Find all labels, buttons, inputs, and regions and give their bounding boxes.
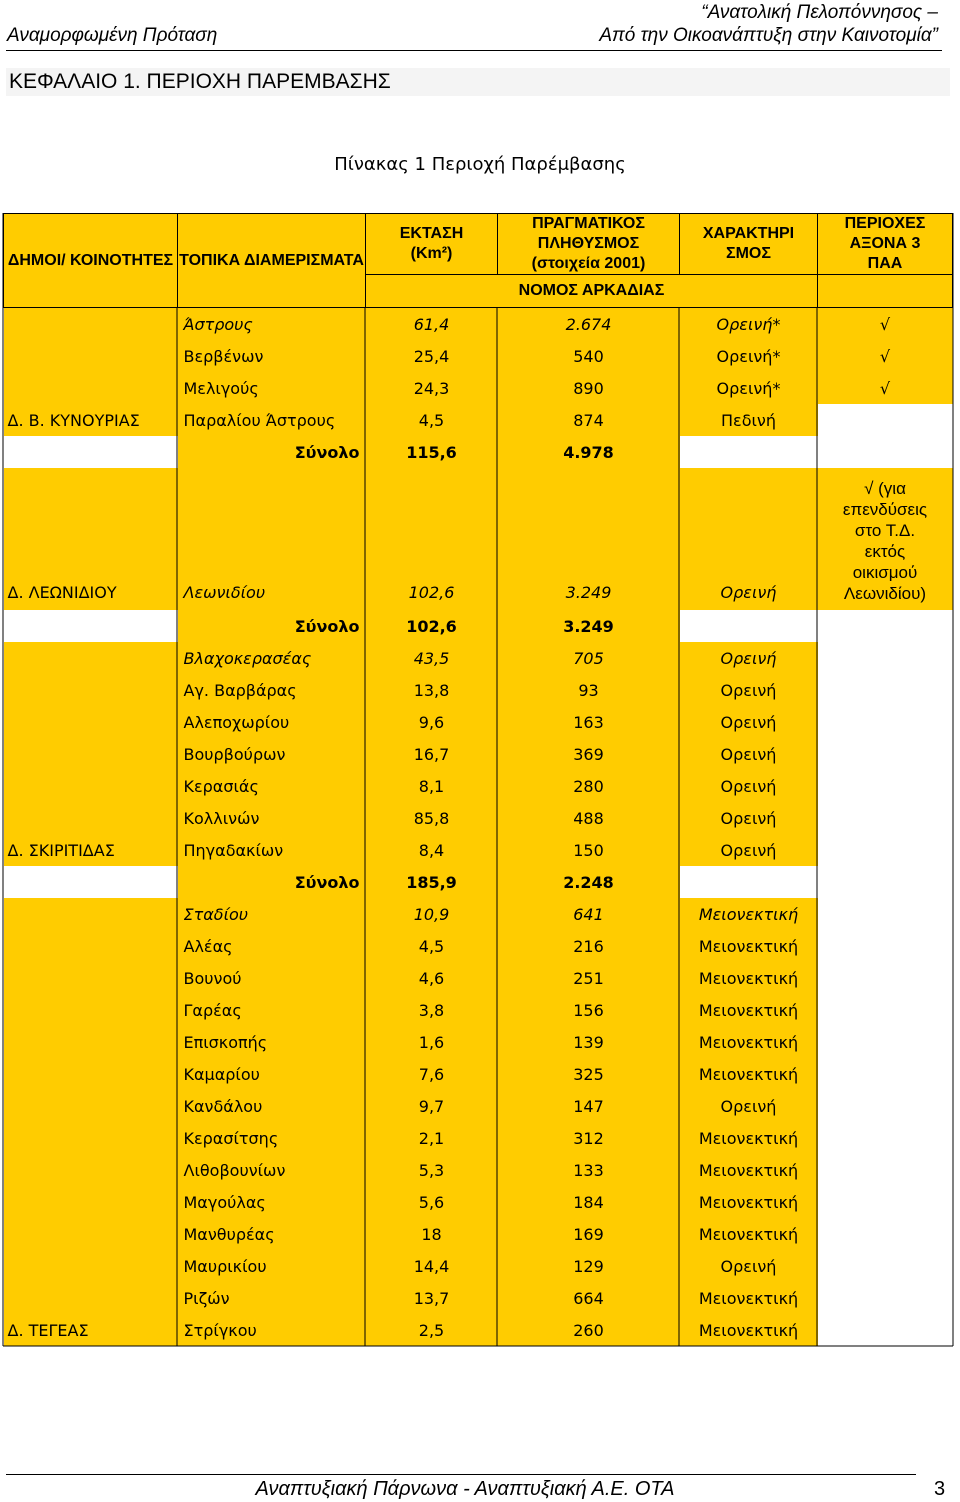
cell-type: Μειονεκτική [680, 1122, 818, 1154]
cell-area: 24,3 [366, 372, 498, 404]
header-right-line2: Από την Οικοανάπτυξη στην Καινοτομία” [599, 25, 938, 46]
table-row [4, 898, 953, 930]
table-row [4, 308, 953, 341]
total-blank [4, 436, 178, 468]
cell-type: Μειονεκτική [680, 1026, 818, 1058]
group-leonidiou: Δ. ΛΕΩΝΙΔΙΟΥ [4, 468, 178, 610]
cell-type: Ορεινή [680, 770, 818, 802]
table-row [4, 642, 953, 674]
total-population: 4.978 [498, 436, 680, 468]
cell-area: 5,6 [366, 1186, 498, 1218]
cell-name: Στρίγκου [178, 1314, 366, 1346]
cell-name: Βερβένων [178, 340, 366, 372]
header-axis3: ΠΕΡΙΟΧΕΣ ΑΞΟΝΑ 3 ΠΑΑ [818, 214, 953, 275]
note-line: οικισμού [852, 563, 918, 582]
cell-population: 890 [498, 372, 680, 404]
cell-type: Ορεινή [680, 1250, 818, 1282]
total-population: 2.248 [498, 866, 680, 898]
cell-area: 9,7 [366, 1090, 498, 1122]
cell-area: 4,6 [366, 962, 498, 994]
cell-population: 280 [498, 770, 680, 802]
intervention-area-table [3, 213, 953, 1346]
cell-area: 4,5 [366, 404, 498, 436]
prefecture-label: ΝΟΜΟΣ ΑΡΚΑΔΙΑΣ [366, 275, 818, 308]
cell-name: Βουρβούρων [178, 738, 366, 770]
cell-type: Μειονεκτική [680, 1154, 818, 1186]
cell-area: 61,4 [366, 308, 498, 341]
cell-population: 133 [498, 1154, 680, 1186]
leonidiou-paa-note [818, 468, 953, 610]
header-population: ΠΡΑΓΜΑΤΙΚΟΣ ΠΛΗΘΥΣΜΟΣ (στοιχεία 2001) [498, 214, 680, 275]
cell-name: Κολλινών [178, 802, 366, 834]
cell-area: 2,5 [366, 1314, 498, 1346]
check-mark-icon: √ [818, 372, 953, 404]
cell-population: 260 [498, 1314, 680, 1346]
group-tegeas: Δ. ΤΕΓΕΑΣ [4, 898, 178, 1346]
cell-population: 2.674 [498, 308, 680, 341]
note-line: στο Τ.Δ. [854, 521, 916, 540]
page-number: 3 [934, 1478, 946, 1500]
header-area-unit: (Km²) [410, 245, 453, 262]
cell-name: Ριζών [178, 1282, 366, 1314]
note-line: √ (για [864, 479, 906, 498]
cell-population: 216 [498, 930, 680, 962]
cell-name: Παραλίου Άστρους [178, 404, 366, 436]
note-line: επενδύσεις [842, 500, 928, 519]
cell-area: 10,9 [366, 898, 498, 930]
cell-name: Σταδίου [178, 898, 366, 930]
total-label: Σύνολο [178, 436, 366, 468]
cell-name: Λεωνιδίου [178, 468, 366, 610]
cell-type: Ορεινή [680, 674, 818, 706]
cell-type: Ορεινή [680, 834, 818, 866]
cell-type: Ορεινή* [680, 308, 818, 341]
cell-type: Ορεινή* [680, 340, 818, 372]
total-blank [818, 610, 953, 642]
cell-paa-empty [818, 642, 953, 866]
cell-population: 369 [498, 738, 680, 770]
cell-population: 163 [498, 706, 680, 738]
total-area: 102,6 [366, 610, 498, 642]
cell-population: 147 [498, 1090, 680, 1122]
table-row [4, 468, 953, 610]
cell-area: 13,8 [366, 674, 498, 706]
cell-population: 705 [498, 642, 680, 674]
cell-name: Γαρέας [178, 994, 366, 1026]
cell-area: 8,4 [366, 834, 498, 866]
cell-population: 3.249 [498, 468, 680, 610]
total-row [4, 610, 953, 642]
cell-area: 18 [366, 1218, 498, 1250]
cell-type: Μειονεκτική [680, 1314, 818, 1346]
total-population: 3.249 [498, 610, 680, 642]
cell-area: 7,6 [366, 1058, 498, 1090]
cell-population: 641 [498, 898, 680, 930]
cell-population: 93 [498, 674, 680, 706]
cell-type: Μειονεκτική [680, 1058, 818, 1090]
cell-type: Ορεινή [680, 468, 818, 610]
header-area [366, 214, 498, 275]
note-line: εκτός [864, 542, 906, 561]
cell-area: 4,5 [366, 930, 498, 962]
cell-name: Αγ. Βαρβάρας [178, 674, 366, 706]
cell-type: Μειονεκτική [680, 930, 818, 962]
check-mark-icon: √ [818, 308, 953, 341]
cell-population: 169 [498, 1218, 680, 1250]
cell-type: Ορεινή [680, 1090, 818, 1122]
total-blank [680, 436, 818, 468]
check-mark-icon: √ [818, 340, 953, 372]
cell-name: Επισκοπής [178, 1026, 366, 1058]
prefecture-row-blank [818, 275, 953, 308]
cell-area: 3,8 [366, 994, 498, 1026]
cell-population: 251 [498, 962, 680, 994]
cell-type: Μειονεκτική [680, 1218, 818, 1250]
cell-population: 150 [498, 834, 680, 866]
footer-text: Αναπτυξιακή Πάρνωνα - Αναπτυξιακή Α.Ε. ΟΤΑ [255, 1478, 675, 1500]
cell-type: Μειονεκτική [680, 1186, 818, 1218]
cell-name: Κανδάλου [178, 1090, 366, 1122]
cell-population: 488 [498, 802, 680, 834]
total-blank [818, 436, 953, 468]
cell-population: 664 [498, 1282, 680, 1314]
cell-area: 16,7 [366, 738, 498, 770]
cell-population: 129 [498, 1250, 680, 1282]
cell-type: Ορεινή [680, 802, 818, 834]
group-skiritidas: Δ. ΣΚΙΡΙΤΙΔΑΣ [4, 642, 178, 866]
total-area: 115,6 [366, 436, 498, 468]
cell-type: Ορεινή* [680, 372, 818, 404]
total-blank [680, 866, 818, 898]
cell-area: 2,1 [366, 1122, 498, 1154]
cell-population: 312 [498, 1122, 680, 1154]
cell-name: Αλεποχωρίου [178, 706, 366, 738]
cell-area: 5,3 [366, 1154, 498, 1186]
cell-name: Καμαρίου [178, 1058, 366, 1090]
cell-area: 1,6 [366, 1026, 498, 1058]
cell-name: Κερασίτσης [178, 1122, 366, 1154]
cell-type: Μειονεκτική [680, 962, 818, 994]
cell-paa-empty [818, 404, 953, 436]
footer-rule [6, 1474, 916, 1475]
table-header-row [4, 214, 953, 275]
total-blank [4, 610, 178, 642]
header-municipalities: ΔΗΜΟΙ/ ΚΟΙΝΟΤΗΤΕΣ [4, 214, 178, 308]
cell-area: 25,4 [366, 340, 498, 372]
cell-name: Άστρους [178, 308, 366, 341]
cell-name: Βουνού [178, 962, 366, 994]
table-caption: Πίνακας 1 Περιοχή Παρέμβασης [334, 154, 626, 175]
cell-paa-empty [818, 898, 953, 1346]
total-blank [680, 610, 818, 642]
cell-area: 9,6 [366, 706, 498, 738]
cell-name: Κερασιάς [178, 770, 366, 802]
cell-type: Μειονεκτική [680, 994, 818, 1026]
cell-type: Πεδινή [680, 404, 818, 436]
cell-population: 540 [498, 340, 680, 372]
header-rule [6, 50, 942, 51]
cell-area: 8,1 [366, 770, 498, 802]
cell-name: Πηγαδακίων [178, 834, 366, 866]
group-kynourias: Δ. Β. ΚΥΝΟΥΡΙΑΣ [4, 308, 178, 437]
cell-name: Μαυρικίου [178, 1250, 366, 1282]
cell-name: Βλαχοκερασέας [178, 642, 366, 674]
cell-area: 85,8 [366, 802, 498, 834]
header-right-line1: “Ανατολική Πελοπόννησος – [701, 2, 938, 23]
cell-name: Μανθυρέας [178, 1218, 366, 1250]
total-area: 185,9 [366, 866, 498, 898]
cell-name: Αλέας [178, 930, 366, 962]
total-label: Σύνολο [178, 866, 366, 898]
cell-population: 874 [498, 404, 680, 436]
cell-area: 43,5 [366, 642, 498, 674]
note-line: Λεωνιδίου) [843, 584, 927, 603]
cell-population: 325 [498, 1058, 680, 1090]
cell-area: 102,6 [366, 468, 498, 610]
total-blank [4, 866, 178, 898]
cell-area: 14,4 [366, 1250, 498, 1282]
total-blank [818, 866, 953, 898]
total-row [4, 866, 953, 898]
cell-type: Ορεινή [680, 738, 818, 770]
header-local-districts: ΤΟΠΙΚΑ ΔΙΑΜΕΡΙΣΜΑΤΑ [178, 214, 366, 308]
cell-type: Μειονεκτική [680, 1282, 818, 1314]
cell-type: Ορεινή [680, 642, 818, 674]
cell-population: 156 [498, 994, 680, 1026]
cell-population: 139 [498, 1026, 680, 1058]
cell-population: 184 [498, 1186, 680, 1218]
cell-name: Λιθοβουνίων [178, 1154, 366, 1186]
header-character: ΧΑΡΑΚΤΗΡΙ ΣΜΟΣ [680, 214, 818, 275]
chapter-title: ΚΕΦΑΛΑΙΟ 1. ΠΕΡΙΟΧΗ ΠΑΡΕΜΒΑΣΗΣ [6, 68, 950, 96]
cell-name: Μαγούλας [178, 1186, 366, 1218]
header-area-label: ΕΚΤΑΣΗ [399, 225, 464, 242]
total-row [4, 436, 953, 468]
header-left: Αναμορφωμένη Πρόταση [7, 25, 218, 46]
cell-area: 13,7 [366, 1282, 498, 1314]
cell-type: Ορεινή [680, 706, 818, 738]
cell-type: Μειονεκτική [680, 898, 818, 930]
cell-name: Μελιγούς [178, 372, 366, 404]
total-label: Σύνολο [178, 610, 366, 642]
